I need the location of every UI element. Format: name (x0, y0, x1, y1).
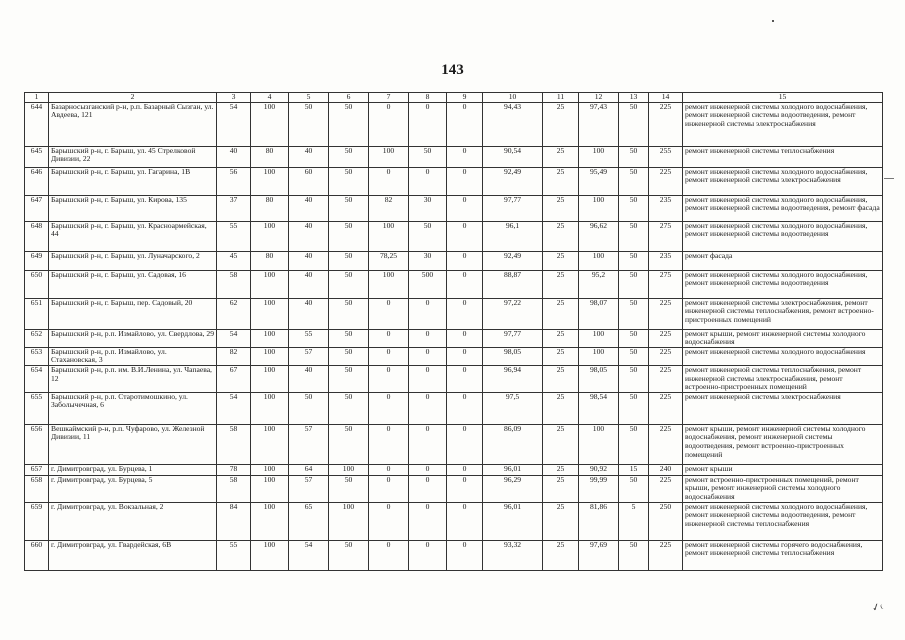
value-cell: 0 (369, 424, 409, 464)
value-cell: 97,22 (483, 298, 543, 329)
value-cell: 50 (329, 392, 369, 424)
row-number-cell: 649 (25, 251, 49, 270)
works-cell: ремонт инженерной системы холодного водоснабжения, ремонт инженерной системы водоотведения (683, 270, 883, 298)
value-cell: 50 (619, 270, 649, 298)
value-cell: 50 (619, 251, 649, 270)
value-cell: 25 (543, 270, 579, 298)
value-cell: 0 (369, 365, 409, 392)
row-number-cell: 659 (25, 502, 49, 540)
value-cell: 50 (619, 221, 649, 251)
value-cell: 25 (543, 424, 579, 464)
address-cell: Барышский р-н, р.п. им. В.И.Ленина, ул. Чапаева, 12 (49, 365, 217, 392)
value-cell: 50 (329, 102, 369, 146)
works-cell: ремонт крыши, ремонт инженерной системы холодного водоснабжения, ремонт инженерной системы водоотведения, ремонт встроенно-пристроенных помещений (683, 424, 883, 464)
value-cell: 64 (289, 464, 329, 475)
value-cell: 50 (409, 146, 447, 167)
value-cell: 0 (369, 102, 409, 146)
value-cell: 275 (649, 221, 683, 251)
value-cell: 0 (409, 502, 447, 540)
value-cell: 58 (217, 270, 251, 298)
value-cell: 50 (329, 270, 369, 298)
value-cell: 0 (369, 392, 409, 424)
value-cell: 40 (289, 221, 329, 251)
value-cell: 100 (251, 298, 289, 329)
value-cell: 95,49 (579, 167, 619, 195)
value-cell: 0 (447, 365, 483, 392)
value-cell: 50 (289, 392, 329, 424)
value-cell: 225 (649, 347, 683, 365)
value-cell: 0 (447, 270, 483, 298)
works-cell: ремонт инженерной системы электроснабжения, ремонт инженерной системы теплоснабжения, ремонт встроенно-пристроенных помещений (683, 298, 883, 329)
value-cell: 25 (543, 298, 579, 329)
value-cell: 225 (649, 392, 683, 424)
value-cell: 50 (329, 424, 369, 464)
value-cell: 96,1 (483, 221, 543, 251)
address-cell: Барышский р-н, р.п. Измайлово, ул. Свердлова, 29 (49, 329, 217, 347)
value-cell: 100 (251, 347, 289, 365)
value-cell: 0 (409, 365, 447, 392)
row-number-cell: 656 (25, 424, 49, 464)
works-cell: ремонт инженерной системы электроснабжения (683, 392, 883, 424)
value-cell: 275 (649, 270, 683, 298)
row-number-cell: 658 (25, 475, 49, 502)
table-row (25, 167, 883, 195)
works-cell: ремонт инженерной системы холодного водоснабжения (683, 347, 883, 365)
value-cell: 98,05 (483, 347, 543, 365)
value-cell: 225 (649, 540, 683, 570)
value-cell: 40 (217, 146, 251, 167)
value-cell: 100 (251, 329, 289, 347)
value-cell: 0 (447, 347, 483, 365)
column-header: 12 (579, 93, 619, 103)
value-cell: 86,09 (483, 424, 543, 464)
value-cell: 50 (619, 195, 649, 221)
table-row (25, 502, 883, 540)
value-cell: 98,54 (579, 392, 619, 424)
value-cell: 37 (217, 195, 251, 221)
value-cell: 100 (251, 424, 289, 464)
value-cell: 225 (649, 475, 683, 502)
works-cell: ремонт инженерной системы холодного водоснабжения, ремонт инженерной системы электроснабжения (683, 167, 883, 195)
value-cell: 30 (409, 251, 447, 270)
column-header: 1 (25, 93, 49, 103)
value-cell: 100 (251, 270, 289, 298)
value-cell: 0 (409, 102, 447, 146)
value-cell: 100 (251, 167, 289, 195)
value-cell: 225 (649, 298, 683, 329)
value-cell: 25 (543, 146, 579, 167)
works-cell: ремонт фасада (683, 251, 883, 270)
address-cell: Барышский р-н, г. Барыш, ул. Луначарского, 2 (49, 251, 217, 270)
value-cell: 97,77 (483, 329, 543, 347)
column-header: 4 (251, 93, 289, 103)
value-cell: 100 (329, 464, 369, 475)
value-cell: 90,54 (483, 146, 543, 167)
value-cell: 57 (289, 475, 329, 502)
value-cell: 25 (543, 464, 579, 475)
address-cell: Барышский р-н, г. Барыш, ул. Гагарина, 1В (49, 167, 217, 195)
value-cell: 25 (543, 502, 579, 540)
column-header: 11 (543, 93, 579, 103)
value-cell: 58 (217, 475, 251, 502)
row-number-cell: 652 (25, 329, 49, 347)
value-cell: 500 (409, 270, 447, 298)
value-cell: 225 (649, 167, 683, 195)
table-row (25, 464, 883, 475)
value-cell: 98,07 (579, 298, 619, 329)
value-cell: 50 (329, 251, 369, 270)
value-cell: 0 (369, 464, 409, 475)
value-cell: 25 (543, 365, 579, 392)
value-cell: 50 (329, 195, 369, 221)
value-cell: 96,01 (483, 502, 543, 540)
row-number-cell: 650 (25, 270, 49, 298)
column-header: 6 (329, 93, 369, 103)
value-cell: 40 (289, 270, 329, 298)
value-cell: 82 (217, 347, 251, 365)
works-cell: ремонт инженерной системы холодного водоснабжения, ремонт инженерной системы водоотведения, ремонт инженерной системы теплоснабжения (683, 502, 883, 540)
address-cell: Барышский р-н, р.п. Старотимошкино, ул. Заболычечная, 6 (49, 392, 217, 424)
value-cell: 100 (251, 475, 289, 502)
value-cell: 225 (649, 102, 683, 146)
value-cell: 30 (409, 195, 447, 221)
value-cell: 0 (369, 167, 409, 195)
value-cell: 0 (369, 347, 409, 365)
value-cell: 84 (217, 502, 251, 540)
value-cell: 57 (289, 424, 329, 464)
value-cell: 96,01 (483, 464, 543, 475)
value-cell: 100 (369, 270, 409, 298)
value-cell: 0 (369, 502, 409, 540)
header-row (25, 93, 883, 103)
value-cell: 62 (217, 298, 251, 329)
table-row (25, 102, 883, 146)
value-cell: 78,25 (369, 251, 409, 270)
row-number-cell: 655 (25, 392, 49, 424)
value-cell: 0 (447, 102, 483, 146)
value-cell: 50 (619, 167, 649, 195)
value-cell: 0 (447, 475, 483, 502)
row-number-cell: 651 (25, 298, 49, 329)
page-number: 143 (441, 62, 464, 78)
value-cell: 0 (447, 329, 483, 347)
works-cell: ремонт инженерной системы теплоснабжения, ремонт инженерной системы электроснабжения, ремонт встроенно-пристроенных помещений (683, 365, 883, 392)
value-cell: 50 (619, 102, 649, 146)
scan-mark (884, 178, 894, 179)
value-cell: 92,49 (483, 251, 543, 270)
value-cell: 50 (329, 167, 369, 195)
value-cell: 56 (217, 167, 251, 195)
column-header: 9 (447, 93, 483, 103)
address-cell: г. Димитровград, ул. Бурцева, 5 (49, 475, 217, 502)
value-cell: 25 (543, 540, 579, 570)
table-body (25, 102, 883, 570)
table-row (25, 329, 883, 347)
row-number-cell: 647 (25, 195, 49, 221)
value-cell: 15 (619, 464, 649, 475)
value-cell: 80 (251, 146, 289, 167)
value-cell: 96,62 (579, 221, 619, 251)
value-cell: 60 (289, 167, 329, 195)
value-cell: 100 (579, 251, 619, 270)
value-cell: 50 (329, 365, 369, 392)
column-header: 7 (369, 93, 409, 103)
value-cell: 100 (579, 347, 619, 365)
row-number-cell: 645 (25, 146, 49, 167)
value-cell: 94,43 (483, 102, 543, 146)
value-cell: 96,29 (483, 475, 543, 502)
value-cell: 235 (649, 195, 683, 221)
table-row (25, 146, 883, 167)
row-number-cell: 657 (25, 464, 49, 475)
row-number-cell: 644 (25, 102, 49, 146)
value-cell: 97,5 (483, 392, 543, 424)
works-cell: ремонт встроенно-пристроенных помещений, ремонт крыши, ремонт инженерной системы холодного водоснабжения (683, 475, 883, 502)
value-cell: 50 (619, 298, 649, 329)
table-row (25, 251, 883, 270)
works-cell: ремонт инженерной системы холодного водоснабжения, ремонт инженерной системы водоотведения, ремонт инженерной системы электроснабжения (683, 102, 883, 146)
value-cell: 0 (409, 475, 447, 502)
address-cell: г. Димитровград, ул. Гвардейская, 6В (49, 540, 217, 570)
value-cell: 25 (543, 221, 579, 251)
value-cell: 0 (409, 424, 447, 464)
column-header: 13 (619, 93, 649, 103)
address-cell: г. Димитровград, ул. Вокзальная, 2 (49, 502, 217, 540)
value-cell: 100 (579, 146, 619, 167)
value-cell: 0 (447, 221, 483, 251)
value-cell: 81,86 (579, 502, 619, 540)
value-cell: 50 (289, 102, 329, 146)
value-cell: 57 (289, 347, 329, 365)
value-cell: 255 (649, 146, 683, 167)
value-cell: 100 (579, 424, 619, 464)
scan-speck (772, 20, 774, 22)
value-cell: 50 (329, 540, 369, 570)
value-cell: 25 (543, 329, 579, 347)
value-cell: 55 (217, 221, 251, 251)
value-cell: 97,69 (579, 540, 619, 570)
value-cell: 50 (619, 540, 649, 570)
address-cell: Барышский р-н, г. Барыш, пер. Садовый, 20 (49, 298, 217, 329)
value-cell: 100 (251, 502, 289, 540)
value-cell: 100 (579, 195, 619, 221)
column-header: 15 (683, 93, 883, 103)
row-number-cell: 660 (25, 540, 49, 570)
value-cell: 50 (619, 329, 649, 347)
value-cell: 65 (289, 502, 329, 540)
value-cell: 0 (369, 298, 409, 329)
table-row (25, 221, 883, 251)
value-cell: 50 (619, 365, 649, 392)
value-cell: 95,2 (579, 270, 619, 298)
address-cell: Вешкаймский р-н, р.п. Чуфарово, ул. Железной Дивизии, 11 (49, 424, 217, 464)
column-header: 14 (649, 93, 683, 103)
works-cell: ремонт инженерной системы теплоснабжения (683, 146, 883, 167)
value-cell: 0 (409, 167, 447, 195)
value-cell: 100 (369, 146, 409, 167)
value-cell: 0 (447, 251, 483, 270)
value-cell: 0 (369, 475, 409, 502)
value-cell: 0 (447, 298, 483, 329)
value-cell: 97,43 (579, 102, 619, 146)
value-cell: 100 (251, 102, 289, 146)
value-cell: 54 (217, 392, 251, 424)
works-cell: ремонт крыши (683, 464, 883, 475)
column-header: 5 (289, 93, 329, 103)
value-cell: 93,32 (483, 540, 543, 570)
value-cell: 0 (447, 167, 483, 195)
value-cell: 40 (289, 251, 329, 270)
address-cell: Барышский р-н, г. Барыш, ул. 45 Стрелковой Дивизии, 22 (49, 146, 217, 167)
value-cell: 25 (543, 167, 579, 195)
value-cell: 50 (619, 424, 649, 464)
value-cell: 50 (619, 392, 649, 424)
table-row (25, 424, 883, 464)
value-cell: 0 (447, 540, 483, 570)
table-row (25, 270, 883, 298)
table-row (25, 347, 883, 365)
value-cell: 54 (217, 329, 251, 347)
value-cell: 25 (543, 347, 579, 365)
value-cell: 100 (251, 540, 289, 570)
value-cell: 25 (543, 475, 579, 502)
address-cell: Барышский р-н, г. Барыш, ул. Кирова, 135 (49, 195, 217, 221)
value-cell: 99,99 (579, 475, 619, 502)
works-cell: ремонт инженерной системы горячего водоснабжения, ремонт инженерной системы теплоснабжения (683, 540, 883, 570)
column-header: 8 (409, 93, 447, 103)
value-cell: 40 (289, 195, 329, 221)
row-number-cell: 653 (25, 347, 49, 365)
address-cell: г. Димитровград, ул. Бурцева, 1 (49, 464, 217, 475)
column-header: 10 (483, 93, 543, 103)
value-cell: 0 (369, 540, 409, 570)
value-cell: 225 (649, 329, 683, 347)
value-cell: 0 (447, 146, 483, 167)
value-cell: 0 (447, 424, 483, 464)
address-cell: Барышский р-н, г. Барыш, ул. Красноармейская, 44 (49, 221, 217, 251)
value-cell: 100 (251, 464, 289, 475)
buildings-table (24, 92, 883, 571)
value-cell: 0 (447, 464, 483, 475)
handwritten-mark: ✓₍ (870, 600, 885, 615)
value-cell: 88,87 (483, 270, 543, 298)
value-cell: 50 (619, 146, 649, 167)
value-cell: 67 (217, 365, 251, 392)
value-cell: 5 (619, 502, 649, 540)
value-cell: 55 (217, 540, 251, 570)
value-cell: 97,77 (483, 195, 543, 221)
value-cell: 50 (329, 146, 369, 167)
value-cell: 250 (649, 502, 683, 540)
value-cell: 50 (329, 347, 369, 365)
row-number-cell: 648 (25, 221, 49, 251)
value-cell: 100 (251, 365, 289, 392)
value-cell: 0 (447, 392, 483, 424)
table-row (25, 392, 883, 424)
row-number-cell: 646 (25, 167, 49, 195)
value-cell: 100 (369, 221, 409, 251)
column-header: 2 (49, 93, 217, 103)
table-row (25, 298, 883, 329)
value-cell: 100 (329, 502, 369, 540)
value-cell: 50 (619, 347, 649, 365)
value-cell: 0 (409, 347, 447, 365)
value-cell: 40 (289, 365, 329, 392)
value-cell: 50 (619, 475, 649, 502)
table-row (25, 475, 883, 502)
value-cell: 100 (251, 392, 289, 424)
value-cell: 0 (409, 540, 447, 570)
value-cell: 50 (329, 298, 369, 329)
value-cell: 82 (369, 195, 409, 221)
value-cell: 25 (543, 102, 579, 146)
value-cell: 58 (217, 424, 251, 464)
works-cell: ремонт крыши, ремонт инженерной системы холодного водоснабжения (683, 329, 883, 347)
value-cell: 54 (289, 540, 329, 570)
address-cell: Базарносызганский р-н, р.п. Базарный Сызган, ул. Авдеева, 121 (49, 102, 217, 146)
value-cell: 0 (409, 329, 447, 347)
value-cell: 90,92 (579, 464, 619, 475)
value-cell: 235 (649, 251, 683, 270)
value-cell: 0 (409, 298, 447, 329)
works-cell: ремонт инженерной системы холодного водоснабжения, ремонт инженерной системы водоотведения, ремонт фасада (683, 195, 883, 221)
value-cell: 0 (409, 464, 447, 475)
value-cell: 50 (329, 475, 369, 502)
table-row (25, 540, 883, 570)
value-cell: 50 (329, 221, 369, 251)
value-cell: 0 (409, 392, 447, 424)
value-cell: 240 (649, 464, 683, 475)
value-cell: 0 (447, 502, 483, 540)
address-cell: Барышский р-н, г. Барыш, ул. Садовая, 16 (49, 270, 217, 298)
value-cell: 100 (579, 329, 619, 347)
value-cell: 96,94 (483, 365, 543, 392)
value-cell: 98,05 (579, 365, 619, 392)
value-cell: 0 (369, 329, 409, 347)
value-cell: 25 (543, 251, 579, 270)
table-row (25, 195, 883, 221)
value-cell: 25 (543, 195, 579, 221)
value-cell: 40 (289, 298, 329, 329)
value-cell: 225 (649, 424, 683, 464)
value-cell: 25 (543, 392, 579, 424)
value-cell: 50 (409, 221, 447, 251)
table-row (25, 365, 883, 392)
value-cell: 54 (217, 102, 251, 146)
value-cell: 100 (251, 221, 289, 251)
value-cell: 225 (649, 365, 683, 392)
value-cell: 92,49 (483, 167, 543, 195)
value-cell: 0 (447, 195, 483, 221)
value-cell: 40 (289, 146, 329, 167)
column-header: 3 (217, 93, 251, 103)
value-cell: 50 (329, 329, 369, 347)
address-cell: Барышский р-н, р.п. Измайлово, ул. Стахановская, 3 (49, 347, 217, 365)
value-cell: 55 (289, 329, 329, 347)
value-cell: 45 (217, 251, 251, 270)
row-number-cell: 654 (25, 365, 49, 392)
value-cell: 80 (251, 251, 289, 270)
value-cell: 80 (251, 195, 289, 221)
works-cell: ремонт инженерной системы холодного водоснабжения, ремонт инженерной системы водоотведения (683, 221, 883, 251)
value-cell: 78 (217, 464, 251, 475)
